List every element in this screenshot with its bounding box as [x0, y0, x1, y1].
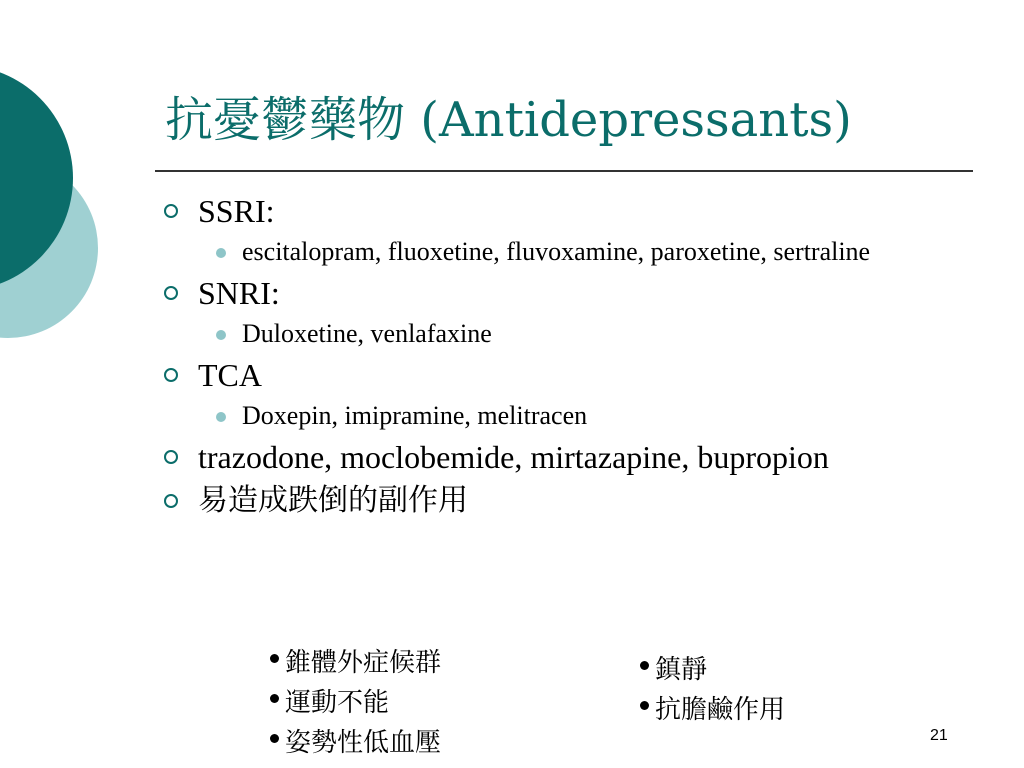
side-effects-right-list [640, 650, 785, 730]
slide-number: 21 [930, 727, 948, 744]
side-effect-item [640, 690, 785, 730]
dot-bullet-icon [216, 330, 226, 340]
dot-bullet-icon [270, 694, 279, 703]
side-effect-text: 錐體外症候群 [285, 648, 442, 678]
sub-bullet-tca-drugs [162, 400, 962, 432]
sub-bullet-ssri-drugs [162, 236, 962, 268]
hollow-circle-bullet-icon [164, 494, 178, 508]
dot-bullet-icon [640, 701, 649, 710]
bullet-fall-risk [162, 482, 962, 520]
side-effect-text: 抗膽鹼作用 [655, 695, 786, 725]
sub-bullet-snri-drugs [162, 318, 962, 350]
bullet-list [162, 192, 962, 526]
bullet-ssri [162, 192, 962, 230]
bullet-other-drugs [162, 438, 838, 476]
side-effect-text: 運動不能 [285, 688, 390, 718]
hollow-circle-bullet-icon [164, 204, 178, 218]
sub-bullet-text: Duloxetine, venlafaxine [242, 319, 492, 348]
bullet-text: SNRI: [198, 275, 280, 311]
side-effect-text: 鎮靜 [655, 655, 708, 685]
side-effects-left-list [270, 643, 441, 763]
side-effect-item [270, 683, 441, 723]
bullet-tca [162, 356, 962, 394]
side-effect-item [640, 650, 785, 690]
dot-bullet-icon [216, 412, 226, 422]
dot-bullet-icon [270, 734, 279, 743]
bullet-text: trazodone, moclobemide, mirtazapine, bupropion [198, 439, 829, 475]
side-effect-item [270, 723, 441, 763]
hollow-circle-bullet-icon [164, 286, 178, 300]
hollow-circle-bullet-icon [164, 368, 178, 382]
dot-bullet-icon [640, 661, 649, 670]
title-divider [155, 170, 973, 172]
side-effect-text: 姿勢性低血壓 [285, 728, 442, 758]
bullet-snri [162, 274, 962, 312]
bullet-text: SSRI: [198, 193, 275, 229]
bullet-text: 易造成跌倒的副作用 [198, 483, 468, 518]
dot-bullet-icon [270, 654, 279, 663]
hollow-circle-bullet-icon [164, 450, 178, 464]
dot-bullet-icon [216, 248, 226, 258]
side-effect-item [270, 643, 441, 683]
slide-title: 抗憂鬱藥物 (Antidepressants) [165, 92, 852, 148]
bullet-text: TCA [198, 357, 262, 393]
sub-bullet-text: Doxepin, imipramine, melitracen [242, 401, 588, 430]
sub-bullet-text: escitalopram, fluoxetine, fluvoxamine, paroxetine, sertraline [242, 237, 871, 266]
